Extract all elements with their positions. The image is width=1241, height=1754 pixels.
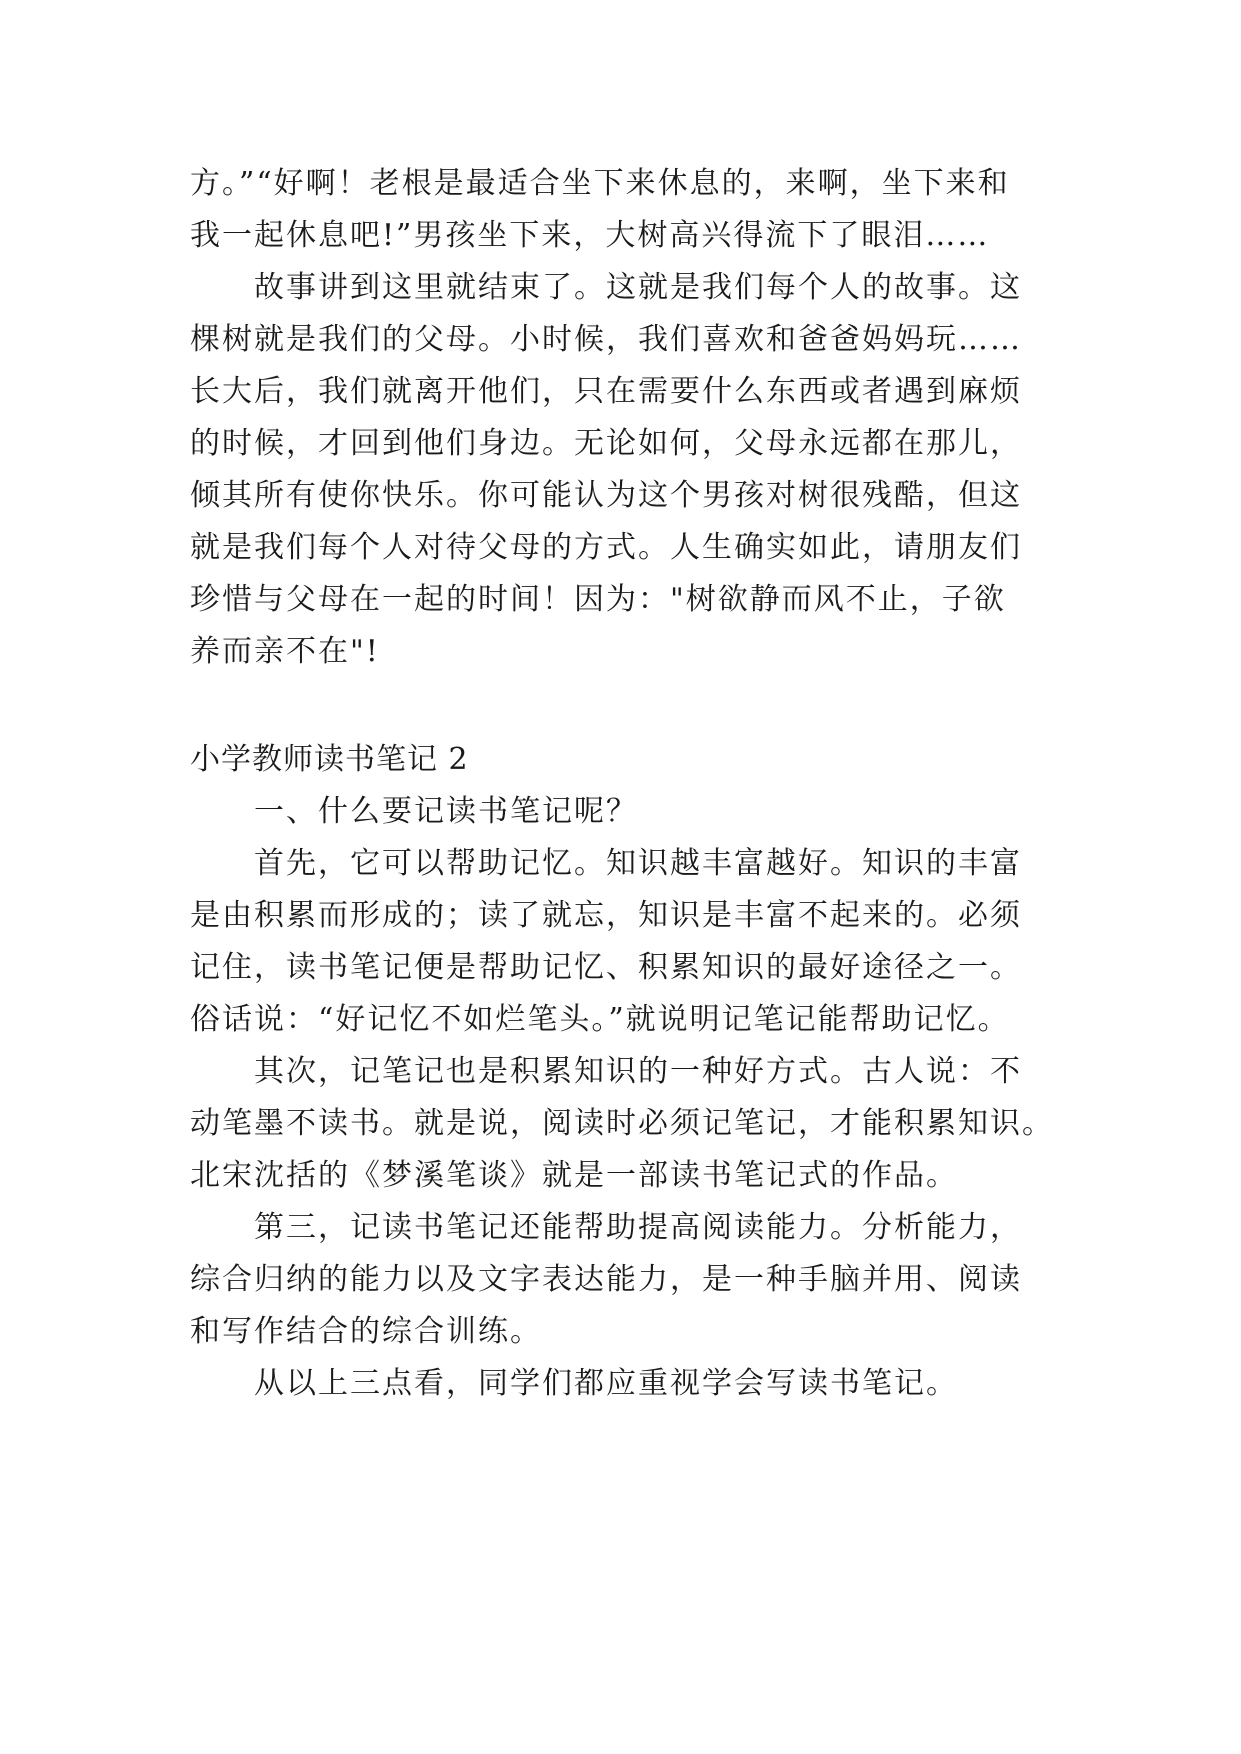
text-line: 养而亲不在"! [190, 634, 380, 669]
text-line: 首先，它可以帮助记忆。知识越丰富越好。知识的丰富 [254, 846, 1022, 881]
text-line: 其次，记笔记也是积累知识的一种好方式。古人说：不 [254, 1054, 1022, 1089]
text-line: 综合归纳的能力以及文字表达能力，是一种手脑并用、阅读 [190, 1262, 1022, 1297]
text-line: 第三，记读书笔记还能帮助提高阅读能力。分析能力， [254, 1210, 1022, 1245]
text-line: 俗话说：“好记忆不如烂笔头。”就说明记笔记能帮助记忆。 [190, 1002, 1010, 1037]
text-line: 和写作结合的综合训练。 [190, 1314, 542, 1349]
question-heading: 一、什么要记读书笔记呢？ [254, 794, 638, 829]
text-line: 是由积累而形成的；读了就忘，知识是丰富不起来的。必须 [190, 898, 1022, 933]
document-body [190, 158, 1070, 1410]
text-line: 珍惜与父母在一起的时间！因为："树欲静而风不止，子欲 [190, 582, 1006, 617]
text-line: 我一起休息吧!”男孩坐下来，大树高兴得流下了眼泪…… [190, 218, 990, 253]
text-line: 记住，读书笔记便是帮助记忆、积累知识的最好途径之一。 [190, 950, 1022, 985]
text-line: 就是我们每个人对待父母的方式。人生确实如此，请朋友们 [190, 530, 1022, 565]
text-line: 的时候，才回到他们身边。无论如何，父母永远都在那儿， [190, 426, 1022, 461]
conclusion-line: 从以上三点看，同学们都应重视学会写读书笔记。 [254, 1366, 958, 1401]
text-line: 故事讲到这里就结束了。这就是我们每个人的故事。这 [254, 270, 1022, 305]
section-gap [190, 678, 1070, 734]
section-title: 小学教师读书笔记 2 [190, 742, 469, 777]
text-line: 方。”“好啊！老根是最适合坐下来休息的，来啊，坐下来和 [190, 166, 1010, 201]
text-line: 北宋沈括的《梦溪笔谈》就是一部读书笔记式的作品。 [190, 1158, 958, 1193]
text-line: 棵树就是我们的父母。小时候，我们喜欢和爸爸妈妈玩…… [190, 322, 1022, 357]
text-line: 长大后，我们就离开他们，只在需要什么东西或者遇到麻烦 [190, 374, 1022, 409]
text-line: 倾其所有使你快乐。你可能认为这个男孩对树很残酷，但这 [190, 478, 1022, 513]
text-line: 动笔墨不读书。就是说，阅读时必须记笔记，才能积累知识。 [190, 1106, 1054, 1141]
